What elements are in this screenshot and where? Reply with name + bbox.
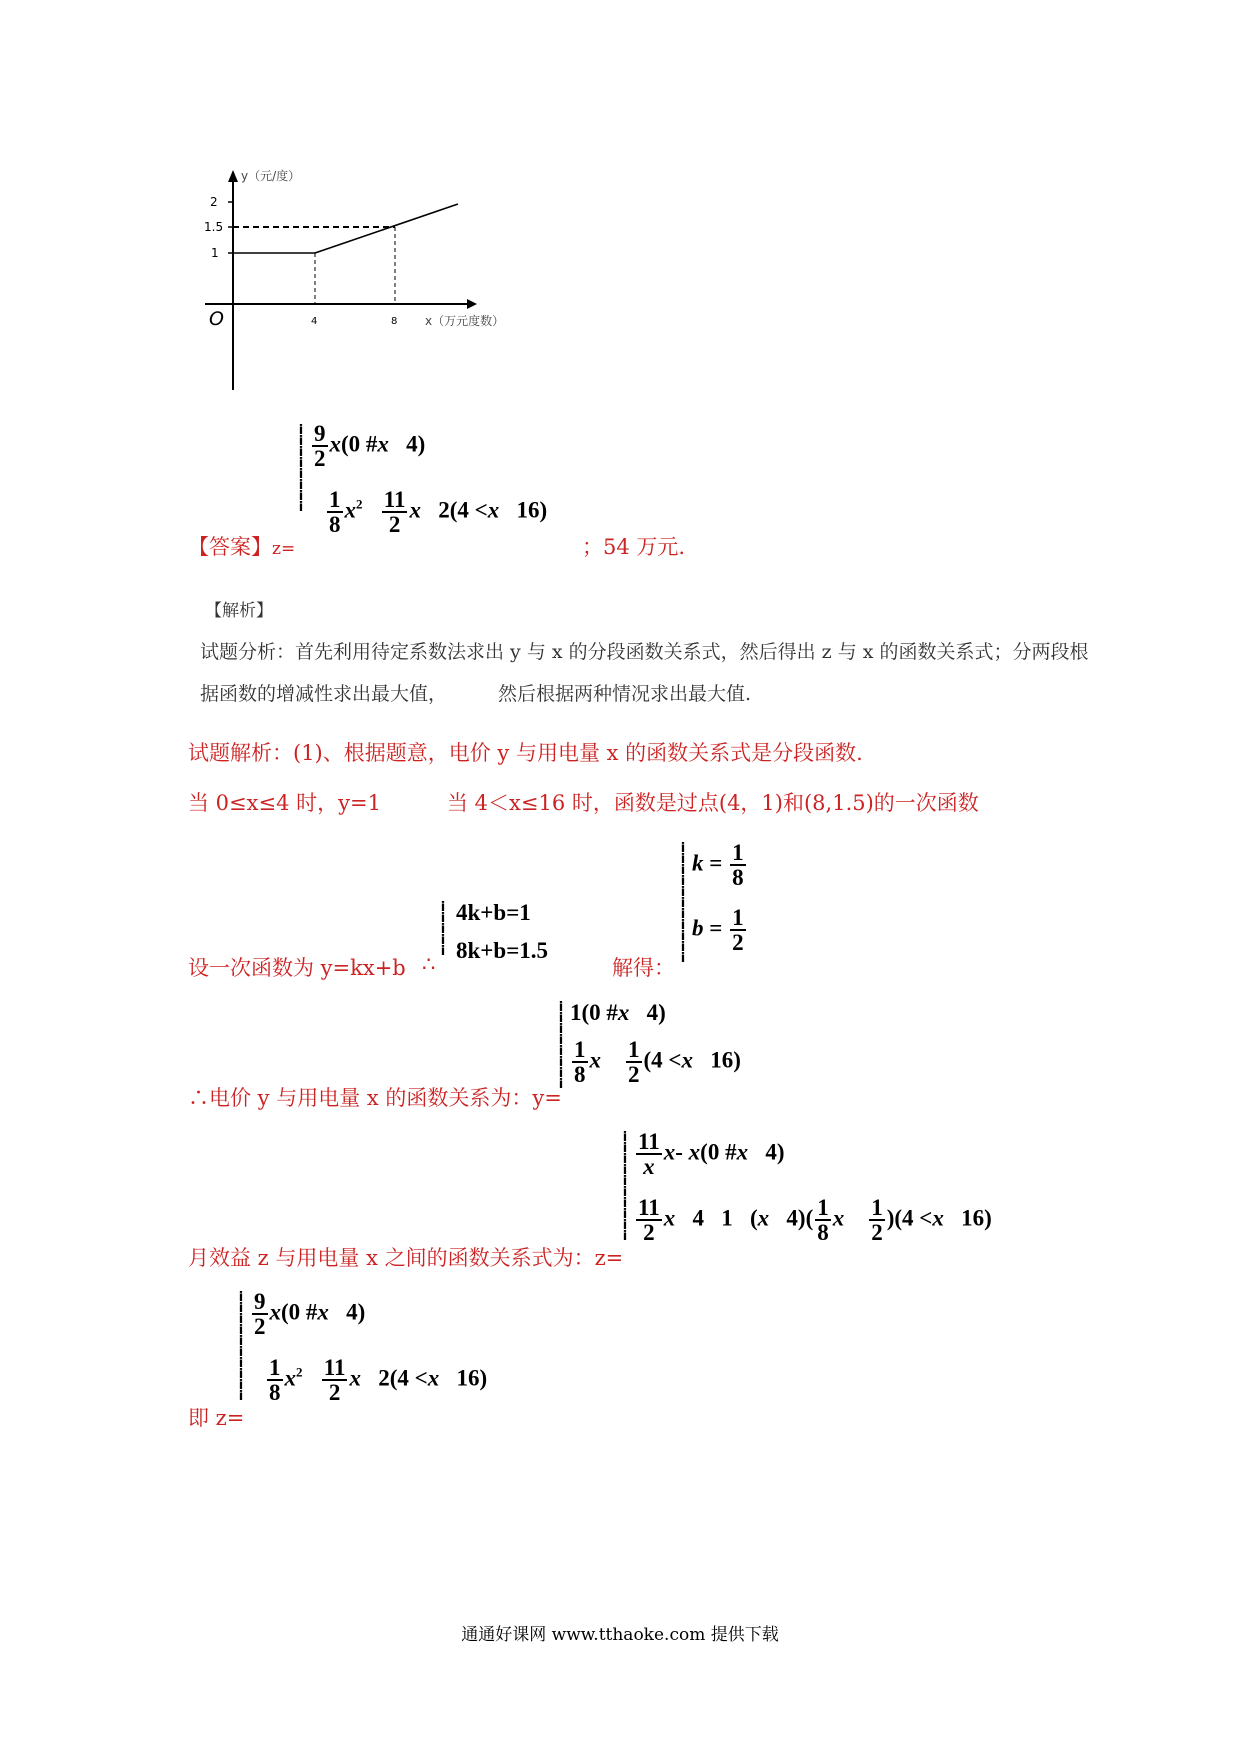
z-case2: $\frac{11}{2}$ x 4 1 (x 4)( $\frac{1}{8}$ x $\frac{1}{2}$ )(4 <x 16) bbox=[638, 1195, 992, 1245]
system-eq1: 4k+b=1 bbox=[456, 900, 531, 925]
solution-b: b = $\frac{1}{2}$ bbox=[692, 905, 744, 955]
brace-final-z: i i i i i i i i i i bbox=[238, 1290, 244, 1404]
answer-line: 【答案】z= bbox=[188, 535, 296, 559]
x-axis-arrow bbox=[467, 299, 477, 309]
y-tick-1: 1 bbox=[211, 246, 219, 260]
analysis-line1: 试题分析：首先利用待定系数法求出 y 与 x 的分段函数关系式，然后得出 z 与 x 的函数关系式；分两段根 bbox=[200, 641, 1089, 663]
answer-case1: $\frac{9}{2}$ x(0 #x 4) bbox=[314, 421, 426, 471]
footer: 通通好课网 www.tthaoke.com 提供下载 bbox=[461, 1625, 779, 1645]
analysis-heading: 【解析】 bbox=[205, 601, 273, 621]
solve-label: 解得： bbox=[612, 956, 675, 980]
solution-line2a: 当 0≤x≤4 时，y=1 bbox=[188, 791, 381, 815]
x-tick-8: 8 bbox=[391, 316, 398, 327]
system-eq2: 8k+b=1.5 bbox=[456, 938, 549, 963]
solution-line6: 即 z= bbox=[188, 1406, 245, 1430]
solution-line3a: 设一次函数为 y=kx+b bbox=[188, 956, 406, 980]
solution-line2b: 当 4＜x≤16 时，函数是过点(4，1)和(8,1.5)的一次函数 bbox=[447, 791, 979, 815]
y-case1: 1(0 #x 4) bbox=[570, 1000, 666, 1025]
therefore-symbol: ∴ bbox=[422, 952, 436, 976]
analysis-line2a: 据函数的增减性求出最大值， bbox=[200, 683, 448, 705]
solution-line1: 试题解析：(1)、根据题意，电价 y 与用电量 x 的函数关系式是分段函数. bbox=[188, 741, 863, 765]
y-axis-label: y（元/度） bbox=[241, 169, 301, 183]
z-case1: $\frac{11}{x}$ x- x(0 #x 4) bbox=[638, 1129, 785, 1179]
brace-system: i i i i i bbox=[440, 900, 446, 959]
brace-answer: i i i i i i i i bbox=[298, 423, 304, 515]
solution-line4: ∴电价 y 与用电量 x 的函数关系为：y= bbox=[188, 1086, 562, 1110]
brace-y: i i i i i i i i bbox=[558, 1000, 564, 1092]
analysis-line2b: 然后根据两种情况求出最大值. bbox=[498, 683, 752, 705]
answer-suffix: ；54 万元. bbox=[582, 535, 686, 559]
x-axis-label: x（万元度数） bbox=[425, 314, 505, 328]
y-tick-2: 2 bbox=[210, 195, 218, 209]
brace-solution: i i i i i i i i i i i bbox=[680, 841, 686, 966]
y-tick-1.5: 1.5 bbox=[204, 220, 224, 234]
final-case1: $\frac{9}{2}$ x(0 #x 4) bbox=[254, 1289, 366, 1339]
solution-k: k = $\frac{1}{8}$ bbox=[692, 840, 744, 890]
segment-linear bbox=[315, 204, 458, 253]
y-axis-arrow bbox=[228, 170, 238, 182]
answer-case2: $\frac{1}{8}$ $x^2$ $\frac{11}{2}$ x 2(4 <x 16) bbox=[329, 487, 548, 537]
final-case2: $\frac{1}{8}$ $x^2$ $\frac{11}{2}$ x 2(4 <x 16) bbox=[269, 1355, 488, 1405]
y-case2: $\frac{1}{8}$ x $\frac{1}{2}$ (4 <x 16) bbox=[574, 1037, 741, 1087]
piecewise-graph bbox=[195, 160, 575, 395]
origin-label: O bbox=[209, 308, 224, 330]
solution-line5: 月效益 z 与用电量 x 之间的函数关系式为：z= bbox=[188, 1246, 624, 1270]
brace-z: i i i i i i i i i i bbox=[622, 1130, 628, 1244]
x-tick-4: 4 bbox=[311, 316, 318, 327]
